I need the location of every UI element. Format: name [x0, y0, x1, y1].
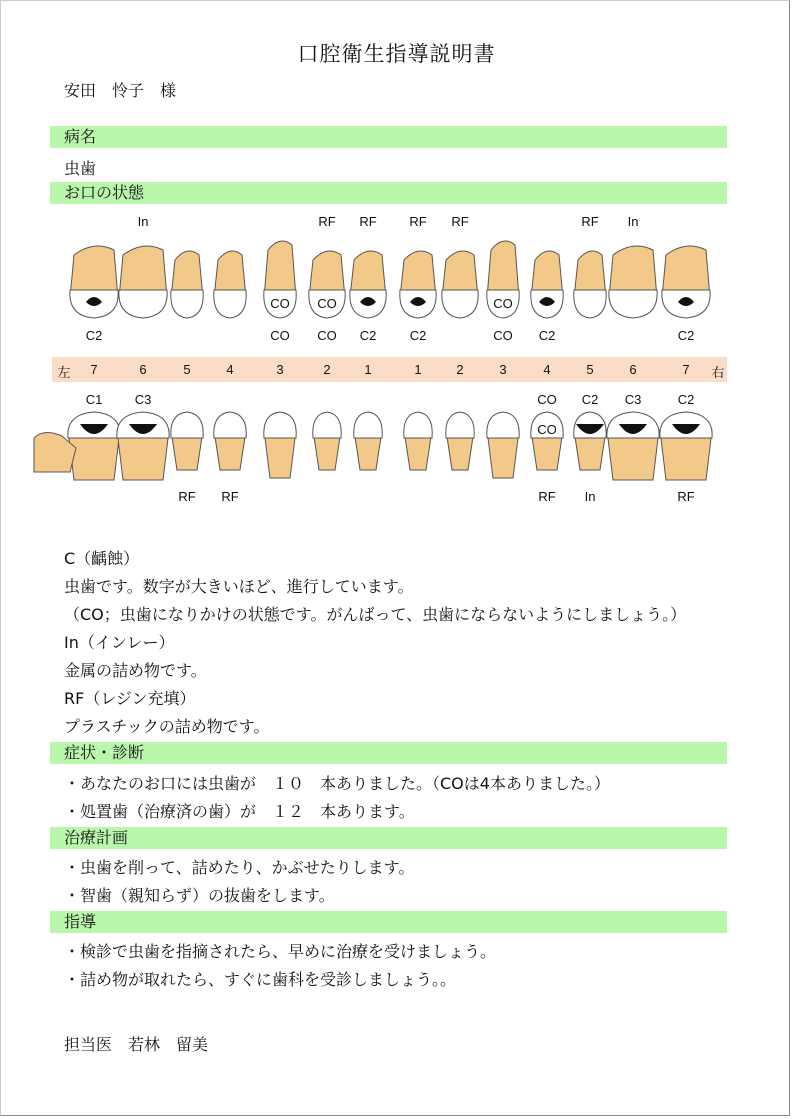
diagnosis-value: 虫歯	[64, 159, 97, 178]
section-header-symptoms: 症状・診断	[50, 742, 727, 764]
dental-chart	[0, 0, 793, 520]
upper-caries-label: CO	[317, 328, 337, 343]
lower-treatment-label: RF	[178, 489, 196, 504]
upper-tooth-root	[264, 241, 296, 298]
upper-caries-label: C2	[359, 328, 377, 343]
treatment-line: ・智歯（親知らず）の抜歯をします。	[64, 886, 335, 905]
tooth-number: 5	[183, 362, 191, 377]
upper-treatment-label: In	[627, 214, 639, 229]
page-title: 口腔衛生指導説明書	[297, 42, 496, 66]
upper-caries-label: C2	[85, 328, 103, 343]
section-header-treatment-plan: 治療計画	[50, 827, 727, 849]
legend-line: 金属の詰め物です。	[64, 661, 207, 680]
symptom-line: ・あなたのお口には虫歯が １０ 本ありました。（COは4本ありました。）	[64, 774, 610, 793]
lower-treatment-label: RF	[538, 489, 556, 504]
lower-tooth-crown	[264, 412, 296, 438]
lower-tooth-crown	[446, 412, 474, 438]
upper-caries-label: CO	[493, 328, 513, 343]
tooth-number: 6	[629, 362, 637, 377]
tooth-number: 3	[276, 362, 284, 377]
upper-caries-label: C2	[409, 328, 427, 343]
side-left-label: 左	[57, 365, 71, 380]
tooth-number: 3	[499, 362, 507, 377]
legend-line: RF（レジン充填）	[64, 689, 196, 708]
upper-tooth-crown	[609, 290, 657, 318]
lower-tooth-crown	[214, 412, 246, 438]
tooth-number: 7	[682, 362, 690, 377]
upper-tooth-crown	[119, 290, 167, 318]
lower-caries-label: C1	[85, 392, 103, 407]
upper-treatment-label: RF	[318, 214, 336, 229]
upper-tooth-crown	[214, 290, 246, 318]
upper-tooth-crown	[574, 290, 606, 318]
doctor-name: 担当医 若林 留美	[64, 1035, 209, 1054]
lower-tooth-crown	[313, 412, 341, 438]
lower-tooth-crown	[487, 412, 519, 438]
lower-caries-label: C3	[134, 392, 152, 407]
lower-treatment-label: RF	[221, 489, 239, 504]
treatment-line: ・虫歯を削って、詰めたり、かぶせたりします。	[64, 858, 415, 877]
section-header-diagnosis: 病名	[50, 126, 727, 148]
guidance-line: ・詰め物が取れたら、すぐに歯科を受診しましょう。。	[64, 970, 457, 989]
section-header-mouth-state: お口の状態	[50, 182, 727, 204]
lower-caries-label: C2	[581, 392, 599, 407]
lower-tooth-crown	[171, 412, 203, 438]
upper-crown-mark: CO	[493, 296, 513, 311]
lower-tooth-crown	[404, 412, 432, 438]
legend-line: In（インレー）	[64, 633, 175, 652]
tooth-number: 4	[226, 362, 234, 377]
tooth-number: 1	[364, 362, 372, 377]
tooth-number: 2	[456, 362, 464, 377]
upper-treatment-label: RF	[451, 214, 469, 229]
patient-name: 安田 怜子 様	[64, 81, 177, 100]
tooth-number: 5	[586, 362, 594, 377]
upper-tooth-crown	[171, 290, 203, 318]
guidance-line: ・検診で虫歯を指摘されたら、早めに治療を受けましょう。	[64, 942, 497, 961]
lower-treatment-label: In	[584, 489, 596, 504]
tooth-number: 2	[323, 362, 331, 377]
section-header-guidance: 指導	[50, 911, 727, 933]
lower-caries-label: C3	[624, 392, 642, 407]
upper-treatment-label: In	[137, 214, 149, 229]
lower-caries-label: C2	[677, 392, 695, 407]
upper-crown-mark: CO	[317, 296, 337, 311]
tooth-number: 6	[139, 362, 147, 377]
legend-line: プラスチックの詰め物です。	[64, 717, 270, 736]
upper-caries-label: C2	[538, 328, 556, 343]
lower-treatment-label: RF	[677, 489, 695, 504]
side-right-label: 右	[711, 365, 725, 380]
upper-caries-label: C2	[677, 328, 695, 343]
tooth-number: 4	[543, 362, 551, 377]
upper-caries-label: CO	[270, 328, 290, 343]
upper-treatment-label: RF	[359, 214, 377, 229]
upper-tooth-root	[487, 241, 519, 298]
upper-crown-mark: CO	[270, 296, 290, 311]
tooth-number: 1	[414, 362, 422, 377]
lower-caries-label: CO	[537, 392, 557, 407]
upper-treatment-label: RF	[409, 214, 427, 229]
tooth-number: 7	[90, 362, 98, 377]
legend-line: 虫歯です。数字が大きいほど、進行しています。	[64, 577, 414, 596]
legend-line: （CO；虫歯になりかけの状態です。がんばって、虫歯にならないようにしましょう。）	[64, 605, 687, 624]
symptom-line: ・処置歯（治療済の歯）が １２ 本あります。	[64, 802, 415, 821]
legend-line: C（齲蝕）	[64, 549, 140, 568]
lower-crown-mark: CO	[537, 422, 557, 437]
upper-treatment-label: RF	[581, 214, 599, 229]
lower-tooth-crown	[354, 412, 382, 438]
upper-tooth-crown	[442, 290, 478, 318]
